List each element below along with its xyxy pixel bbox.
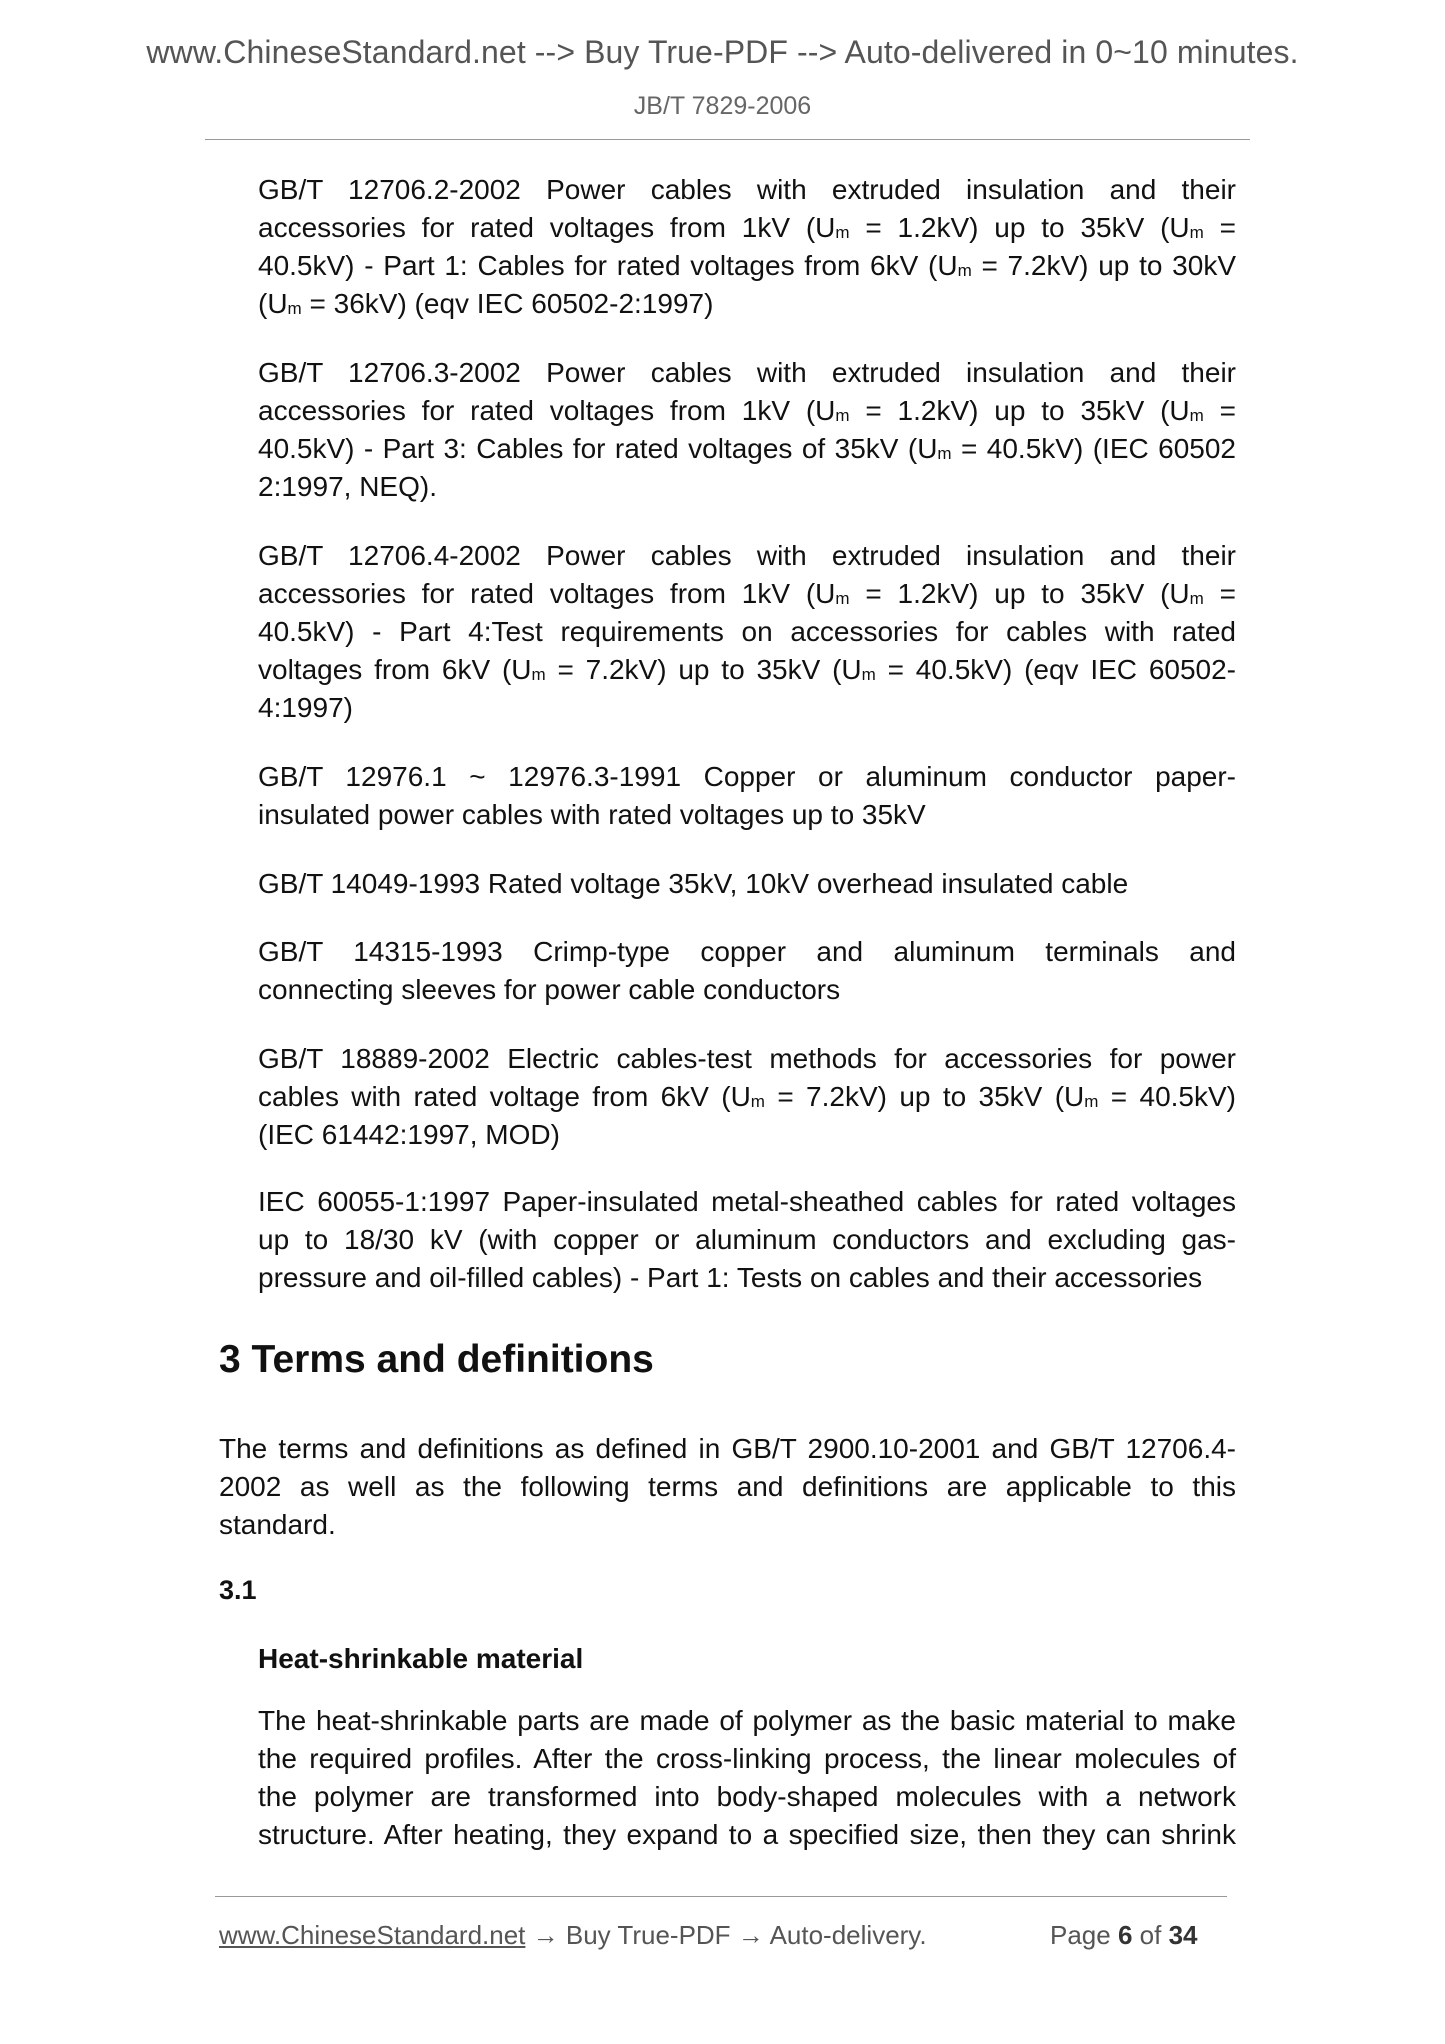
reference-line: [258, 1221, 1236, 1259]
subscript: m: [835, 406, 850, 425]
text-run: 4:1997): [258, 692, 353, 723]
text-run: accessories for rated voltages from 1kV (U: [258, 578, 836, 609]
reference-line: [258, 865, 1236, 903]
text-run: accessories for rated voltages from 1kV (U: [258, 395, 836, 426]
text-run: 40.5kV) - Part 1: Cables for rated voltages from 6kV (U: [258, 250, 958, 281]
text-run: = 36kV) (eqv IEC 60502-2:1997): [301, 288, 714, 319]
reference-line: [258, 209, 1236, 247]
reference-entry: [258, 758, 1236, 834]
text-run: GB/T 12976.1 ~ 12976.3-1991 Copper or aluminum conductor paper-: [258, 761, 1236, 792]
page-number: 6: [1117, 1920, 1133, 1950]
reference-entry: [258, 865, 1236, 903]
text-run: (U: [258, 288, 288, 319]
subscript: m: [1189, 406, 1204, 425]
reference-line: [258, 468, 1236, 506]
reference-line: [258, 1183, 1236, 1221]
text-run: = 7.2kV) up to 35kV (U: [545, 654, 862, 685]
intro-line: The terms and definitions as defined in GB/T 2900.10-2001 and GB/T 12706.4-: [219, 1433, 1236, 1464]
reference-line: [258, 796, 1236, 834]
text-run: voltages from 6kV (U: [258, 654, 532, 685]
section-intro: [219, 1430, 1236, 1544]
document-id: JB/T 7829-2006: [633, 92, 812, 120]
reference-entry: [258, 171, 1236, 323]
reference-entry: [258, 354, 1236, 506]
text-run: =: [1203, 212, 1236, 243]
reference-line: [258, 285, 1236, 323]
text-run: GB/T 14315-1993 Crimp-type copper and aluminum terminals and: [258, 936, 1236, 967]
text-run: GB/T 18889-2002 Electric cables-test methods for accessories for power: [258, 1043, 1236, 1074]
text-run: = 7.2kV) up to 30kV: [971, 250, 1236, 281]
footer-divider: [215, 1896, 1227, 1897]
text-run: 40.5kV) - Part 4:Test requirements on accessories for cables with rated: [258, 616, 1236, 647]
text-run: = 1.2kV) up to 35kV (U: [849, 578, 1190, 609]
subscript: m: [1084, 1092, 1099, 1111]
subscript: m: [1189, 589, 1204, 608]
reference-line: [258, 689, 1236, 727]
text-run: cables with rated voltage from 6kV (U: [258, 1081, 751, 1112]
subscript: m: [835, 223, 850, 242]
reference-line: [258, 171, 1236, 209]
subscript: m: [835, 589, 850, 608]
text-run: GB/T 12706.4-2002 Power cables with extruded insulation and their: [258, 540, 1236, 571]
section-title: 3 Terms and definitions: [219, 1338, 654, 1381]
page-indicator: [1050, 1920, 1198, 1951]
term-heading: Heat-shrinkable material: [258, 1643, 584, 1674]
subscript: m: [957, 261, 972, 280]
reference-line: [258, 575, 1236, 613]
definition-line: structure. After heating, they expand to a specified size, then they can shrink: [258, 1819, 1236, 1850]
text-run: = 40.5kV) (IEC 60502: [951, 433, 1236, 464]
definition-line: the polymer are transformed into body-shaped molecules with a network: [258, 1781, 1236, 1812]
intro-line: standard.: [219, 1509, 336, 1540]
text-run: = 1.2kV) up to 35kV (U: [849, 212, 1190, 243]
text-run: connecting sleeves for power cable conductors: [258, 974, 841, 1005]
footer-site-link[interactable]: www.ChineseStandard.net: [219, 1920, 526, 1950]
text-run: =: [1203, 578, 1236, 609]
text-run: = 40.5kV) (eqv IEC 60502-: [875, 654, 1237, 685]
reference-line: [258, 1116, 1236, 1154]
text-run: pressure and oil-filled cables) - Part 1: Tests on cables and their accessories: [258, 1262, 1203, 1293]
reference-line: [258, 1040, 1236, 1078]
subscript: m: [1189, 223, 1204, 242]
subscript: m: [287, 299, 302, 318]
definition-line: the required profiles. After the cross-linking process, the linear molecules of: [258, 1743, 1236, 1774]
page-label: Page: [1050, 1920, 1111, 1950]
text-run: 40.5kV) - Part 3: Cables for rated voltages of 35kV (U: [258, 433, 938, 464]
subscript: m: [861, 665, 876, 684]
reference-line: [258, 758, 1236, 796]
text-run: = 1.2kV) up to 35kV (U: [849, 395, 1190, 426]
reference-line: [258, 392, 1236, 430]
subscript: m: [531, 665, 546, 684]
text-run: accessories for rated voltages from 1kV (U: [258, 212, 836, 243]
text-run: (IEC 61442:1997, MOD): [258, 1119, 560, 1150]
text-run: = 40.5kV): [1098, 1081, 1237, 1112]
reference-line: [258, 933, 1236, 971]
reference-line: [258, 1259, 1236, 1297]
reference-entry: [258, 933, 1236, 1009]
reference-line: [258, 247, 1236, 285]
text-run: = 7.2kV) up to 35kV (U: [764, 1081, 1085, 1112]
subscript: m: [937, 444, 952, 463]
reference-entry: [258, 537, 1236, 727]
subscript: m: [750, 1092, 765, 1111]
text-run: IEC 60055-1:1997 Paper-insulated metal-sheathed cables for rated voltages: [258, 1186, 1236, 1217]
reference-line: [258, 971, 1236, 1009]
clause-number: 3.1: [219, 1575, 257, 1605]
reference-line: [258, 1078, 1236, 1116]
of-label: of: [1139, 1920, 1162, 1950]
text-run: insulated power cables with rated voltages up to 35kV: [258, 799, 926, 830]
text-run: up to 18/30 kV (with copper or aluminum conductors and excluding gas-: [258, 1224, 1236, 1255]
text-run: GB/T 12706.2-2002 Power cables with extruded insulation and their: [258, 174, 1236, 205]
reference-entry: [258, 1040, 1236, 1154]
header-divider: [205, 139, 1250, 140]
reference-line: [258, 537, 1236, 575]
reference-line: [258, 613, 1236, 651]
text-run: GB/T 12706.3-2002 Power cables with extruded insulation and their: [258, 357, 1236, 388]
page-total: 34: [1168, 1920, 1198, 1950]
footer-links: [219, 1920, 927, 1951]
reference-line: [258, 354, 1236, 392]
definition-line: The heat-shrinkable parts are made of polymer as the basic material to make: [258, 1705, 1236, 1736]
reference-entry: [258, 1183, 1236, 1297]
reference-line: [258, 430, 1236, 468]
text-run: =: [1203, 395, 1236, 426]
intro-line: 2002 as well as the following terms and definitions are applicable to this: [219, 1471, 1236, 1502]
term-definition: [258, 1702, 1236, 1854]
text-run: GB/T 14049-1993 Rated voltage 35kV, 10kV overhead insulated cable: [258, 868, 1129, 899]
text-run: 2:1997, NEQ).: [258, 471, 437, 502]
reference-line: [258, 651, 1236, 689]
footer-tagline: → Buy True-PDF → Auto-delivery.: [525, 1920, 927, 1950]
top-banner: www.ChineseStandard.net --> Buy True-PDF --> Auto-delivered in 0~10 minutes.: [146, 34, 1299, 70]
